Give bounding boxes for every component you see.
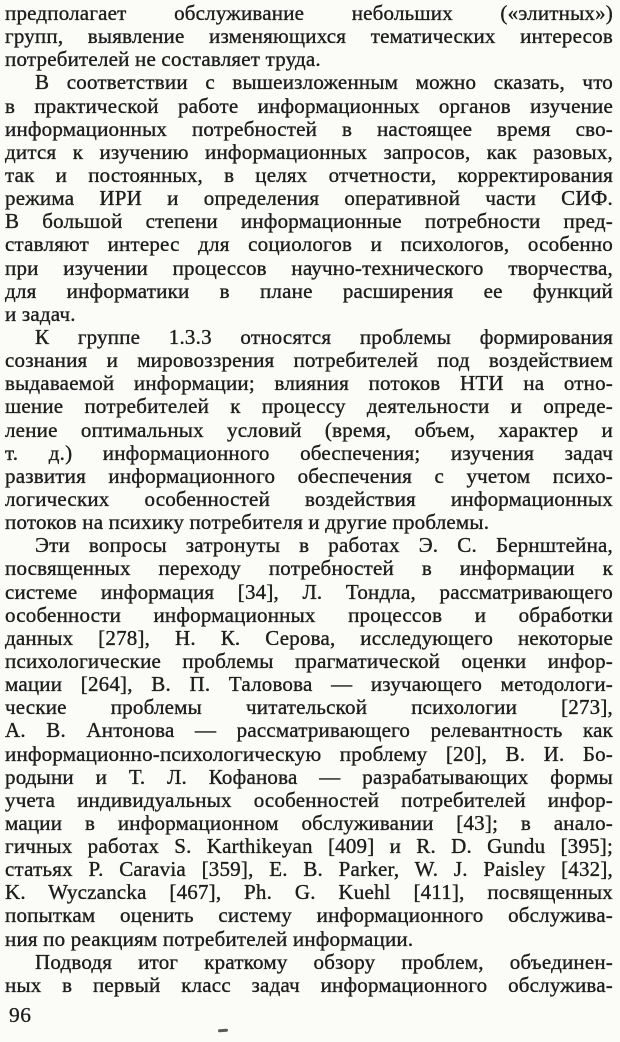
text-line: режима ИРИ и определения оперативной части СИФ. — [5, 186, 613, 211]
text-line: развития информационного обеспечения с учетом психо- — [5, 463, 613, 488]
text-line: при изучении процессов научно-технического творчества, — [5, 255, 613, 280]
text-line: системе информация [34], Л. Тондла, рассматривающего — [5, 579, 613, 604]
text-line: логических особенностей воздействия информационных — [5, 486, 613, 511]
text-line: потребителей не составляет труда. — [5, 47, 321, 72]
text-line: в практической работе информационных органов изучение — [5, 93, 613, 118]
text-line: ческие проблемы читательской психологии [273], — [5, 695, 613, 720]
text-line: шение потребителей к процессу деятельности и опреде- — [5, 394, 613, 419]
text-line: K. Wyczancka [467], Ph. G. Kuehl [411], посвященных — [5, 880, 613, 905]
text-line: выдаваемой информации; влияния потоков НТИ на отно- — [5, 371, 613, 396]
text-line: информационно-психологическую проблему [20], В. И. Бо- — [5, 741, 613, 766]
text-block — [5, 2, 613, 997]
text-line: так и постоянных, в целях отчетности, корректирования — [5, 162, 613, 187]
paragraph — [5, 951, 613, 997]
text-line: групп, выявление изменяющихся тематических интересов — [5, 24, 613, 49]
text-line: ставляют интерес для социологов и психологов, особенно — [5, 232, 613, 257]
text-line: ния по реакциям потребителей информации. — [5, 926, 414, 951]
text-line: и задач. — [5, 301, 76, 326]
text-line: мации [264], В. П. Таловова — изучающего методологи- — [5, 672, 613, 697]
paragraph — [5, 2, 613, 71]
text-line: статьях P. Caravia [359], E. B. Parker, W. J. Paisley [432], — [5, 857, 613, 882]
text-line: данных [278], Н. К. Серова, исследующего некоторые — [5, 625, 613, 650]
text-line: т. д.) информационного обеспечения; изучения задач — [5, 440, 613, 465]
text-line: ление оптимальных условий (время, объем, характер и — [5, 417, 613, 442]
text-line: психологические проблемы прагматической оценки инфор- — [5, 648, 613, 673]
text-line: посвященных переходу потребностей в информации к — [5, 556, 613, 581]
paragraph — [5, 534, 613, 951]
text-line: дится к изучению информационных запросов, как разовых, — [5, 139, 613, 164]
paragraph — [5, 326, 613, 534]
text-line: А. В. Антонова — рассматривающего релевантность как — [5, 718, 613, 743]
text-line: мации в информационном обслуживании [43]; в анало- — [5, 810, 613, 835]
text-line: родыни и Т. Л. Кофанова — разрабатывающих формы — [5, 764, 613, 789]
text-line: особенности информационных процессов и обработки — [5, 602, 613, 627]
text-line: попыткам оценить систему информационного обслужива- — [5, 903, 613, 928]
page-number: 96 — [9, 1003, 32, 1027]
ink-artifact — [218, 1029, 228, 1033]
text-line: В соответствии с вышеизложенным можно сказать, что — [35, 70, 613, 95]
text-line: В большой степени информационные потребности пред- — [5, 209, 613, 234]
text-line: Эти вопросы затронуты в работах Э. С. Бернштейна, — [35, 533, 613, 558]
text-line: для информатики в плане расширения ее функций — [5, 278, 613, 303]
text-line: потоков на психику потребителя и другие проблемы. — [5, 510, 490, 535]
text-line: гичных работах S. Karthikeyan [409] и R. D. Gundu [395]; — [5, 834, 613, 859]
text-line: К группе 1.3.3 относятся проблемы формирования — [35, 324, 613, 349]
text-line: информационных потребностей в настоящее время сво- — [5, 116, 613, 141]
text-line: учета индивидуальных особенностей потребителей инфор- — [5, 787, 613, 812]
text-line: предполагает обслуживание небольших («элитных») — [5, 1, 613, 25]
text-line: сознания и мировоззрения потребителей под воздействием — [5, 348, 613, 373]
paragraph — [5, 71, 613, 326]
text-line: ных в первый класс задач информационного обслужива- — [5, 972, 613, 997]
text-line: Подводя итог краткому обзору проблем, объединен- — [35, 949, 613, 974]
